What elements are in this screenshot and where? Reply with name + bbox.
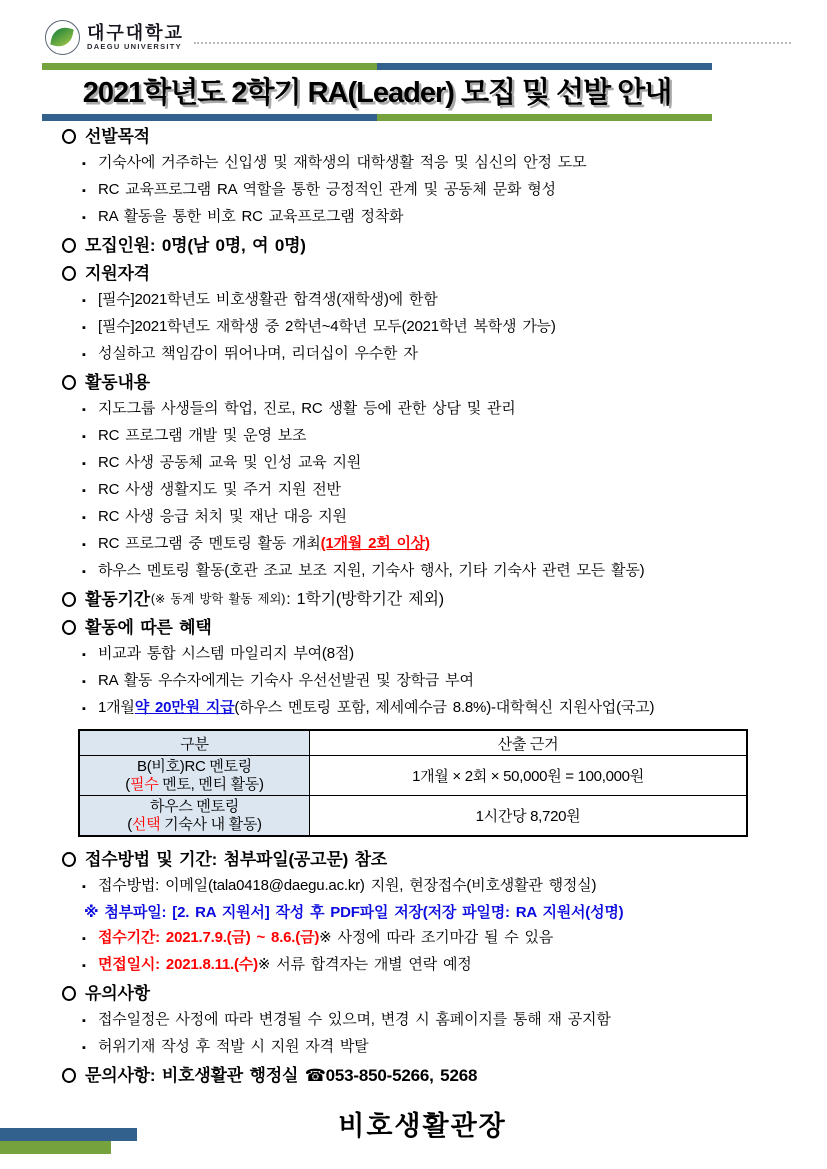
- page-title: 2021학년도 2학기 RA(Leader) 모집 및 선발 안내: [82, 77, 672, 109]
- item-text: RA 활동 우수자에게는 기숙사 우선선발권 및 장학금 부여: [98, 672, 474, 689]
- table-row: [79, 756, 747, 796]
- heading-text: 선발목적: [85, 127, 150, 146]
- square-bullet-icon: ▪: [82, 349, 86, 361]
- list-item-apply-period: [60, 925, 785, 952]
- heading-text: 활동기간: [85, 590, 150, 609]
- item-text: RC 사생 공동체 교육 및 인성 교육 지원: [98, 454, 362, 471]
- table-row: [79, 796, 747, 837]
- item-text: 허위기재 작성 후 적발 시 지원 자격 박탈: [98, 1038, 369, 1055]
- section-heading-purpose: [60, 123, 785, 150]
- heading-text: 문의사항: 비호생활관 행정실 ☎053-850-5266, 5268: [85, 1066, 478, 1085]
- list-item: [60, 314, 785, 341]
- item-text: 지도그룹 사생들의 학업, 진로, RC 생활 등에 관한 상담 및 관리: [98, 400, 516, 417]
- university-name-block: [87, 24, 184, 51]
- section-heading-contact: [60, 1062, 785, 1089]
- heading-text: 지원자격: [85, 264, 150, 283]
- square-bullet-icon: ▪: [82, 458, 86, 470]
- square-bullet-icon: ▪: [82, 404, 86, 416]
- basis-cell: 1개월 × 2회 × 50,000원 = 100,000원: [310, 756, 748, 796]
- header-dotted-divider: [194, 42, 791, 44]
- circle-bullet-icon: [62, 129, 76, 144]
- item-text: ※ 서류 합격자는 개별 연락 예정: [257, 956, 472, 973]
- payment-basis-table: [78, 729, 748, 837]
- apply-period-dates: 접수기간: 2021.7.9.(금) ~ 8.6.(금): [98, 929, 320, 946]
- header-bar-bottom-blue: [42, 114, 377, 121]
- section-heading-notes: [60, 980, 785, 1007]
- item-text: RC 사생 응급 처치 및 재난 대응 지원: [98, 508, 347, 525]
- list-item: [60, 873, 785, 900]
- required-tag: 필수: [130, 775, 159, 793]
- section-heading-activities: [60, 369, 785, 396]
- section-heading-apply: [60, 846, 785, 873]
- item-text: ※ 사정에 따라 조기마감 될 수 있음: [319, 929, 554, 946]
- square-bullet-icon: ▪: [82, 322, 86, 334]
- header-bar-top-green: [42, 63, 377, 70]
- square-bullet-icon: ▪: [82, 676, 86, 688]
- circle-bullet-icon: [62, 620, 76, 635]
- category-cell: [79, 796, 310, 837]
- square-bullet-icon: ▪: [82, 881, 86, 893]
- square-bullet-icon: ▪: [82, 212, 86, 224]
- header-bar-top-blue: [377, 63, 712, 70]
- item-text: (하우스 멘토링 포함, 제세예수금 8.8%)-대학혁신 지원사업(국고): [234, 699, 655, 716]
- item-text: 성실하고 책임감이 뛰어나며, 리더십이 우수한 자: [98, 345, 418, 362]
- item-text: 기숙사에 거주하는 신입생 및 재학생의 대학생활 적응 및 심신의 안정 도모: [98, 154, 587, 171]
- header-bar-top: [42, 63, 712, 70]
- section-heading-period: [60, 586, 785, 613]
- square-bullet-icon: ▪: [82, 295, 86, 307]
- heading-text: 모집인원: 0명(남 0명, 여 0명): [85, 236, 306, 255]
- square-bullet-icon: ▪: [82, 1015, 86, 1027]
- item-text: 접수방법: 이메일(tala0418@daegu.ac.kr) 지원, 현장접수(비호생활관 행정실): [98, 877, 597, 894]
- header-bar-bottom-green: [377, 114, 712, 121]
- period-note-small: (※ 동계 방학 활동 제외): [150, 592, 286, 606]
- square-bullet-icon: ▪: [82, 539, 86, 551]
- square-bullet-icon: ▪: [82, 431, 86, 443]
- square-bullet-icon: ▪: [82, 933, 86, 945]
- circle-bullet-icon: [62, 986, 76, 1001]
- list-item: [60, 1007, 785, 1034]
- list-item-mentoring: [60, 531, 785, 558]
- payment-amount-highlight: 약 20만원 지급: [134, 699, 235, 716]
- heading-text: 활동내용: [85, 373, 150, 392]
- square-bullet-icon: ▪: [82, 185, 86, 197]
- section-heading-benefits: [60, 614, 785, 641]
- list-item: [60, 150, 785, 177]
- section-heading-eligibility: [60, 260, 785, 287]
- signature-title: 비호생활관장: [338, 1111, 507, 1141]
- list-item: [60, 1034, 785, 1061]
- heading-text: 유의사항: [85, 984, 150, 1003]
- circle-bullet-icon: [62, 238, 76, 253]
- item-text: RC 프로그램 중 멘토링 활동 개최: [98, 535, 321, 552]
- square-bullet-icon: ▪: [82, 158, 86, 170]
- item-text: 접수일정은 사정에 따라 변경될 수 있으며, 변경 시 홈페이지를 통해 재 공지함: [98, 1011, 611, 1028]
- circle-bullet-icon: [62, 375, 76, 390]
- list-item-attachment-note: [60, 900, 785, 925]
- text-segment: 기숙사 내 활동): [160, 815, 262, 833]
- item-text: 하우스 멘토링 활동(호관 조교 보조 지원, 기숙사 행사, 기타 기숙사 관련 모든 활동): [98, 562, 645, 579]
- emblem-leaf-shape: [50, 25, 74, 49]
- list-item-interview: [60, 952, 785, 979]
- basis-cell: 1시간당 8,720원: [310, 796, 748, 837]
- period-value: : 1학기(방학기간 제외): [286, 591, 444, 608]
- heading-text: 활동에 따른 혜택: [85, 618, 212, 637]
- circle-bullet-icon: [62, 852, 76, 867]
- mentoring-frequency-highlight: (1개월 2회 이상): [320, 535, 430, 552]
- square-bullet-icon: ▪: [82, 649, 86, 661]
- item-text: RC 프로그램 개발 및 운영 보조: [98, 427, 307, 444]
- table-header-basis: 산출 근거: [310, 730, 748, 756]
- university-name-en: DAEGU UNIVERSITY: [87, 42, 182, 51]
- list-item: [60, 504, 785, 531]
- university-emblem-icon: [45, 20, 80, 55]
- category-detail: [82, 776, 307, 794]
- circle-bullet-icon: [62, 592, 76, 607]
- circle-bullet-icon: [62, 266, 76, 281]
- square-bullet-icon: ▪: [82, 566, 86, 578]
- item-text: RA 활동을 통한 비호 RC 교육프로그램 정착화: [98, 208, 404, 225]
- list-item: [60, 341, 785, 368]
- list-item: [60, 287, 785, 314]
- category-cell: [79, 756, 310, 796]
- table-header-category: 구분: [79, 730, 310, 756]
- item-text: [필수]2021학년도 재학생 중 2학년~4학년 모두(2021학년 복학생 가능): [98, 318, 556, 335]
- item-text: 비교과 통합 시스템 마일리지 부여(8점): [98, 645, 354, 662]
- list-item: [60, 204, 785, 231]
- list-item: [60, 668, 785, 695]
- university-logo: [45, 20, 791, 55]
- item-text: RC 교육프로그램 RA 역할을 통한 긍정적인 관계 및 공동체 문화 형성: [98, 181, 556, 198]
- section-heading-quota: [60, 232, 785, 259]
- list-item: [60, 423, 785, 450]
- attachment-note-text: ※ 첨부파일: [2. RA 지원서] 작성 후 PDF파일 저장(저장 파일명: RA 지원서(성명): [84, 904, 624, 921]
- table-header-row: [79, 730, 747, 756]
- heading-text: 접수방법 및 기간: 첨부파일(공고문) 참조: [85, 850, 388, 869]
- footer-bar-blue: [0, 1128, 137, 1141]
- document-body: [60, 122, 785, 1143]
- optional-tag: 선택: [131, 815, 161, 833]
- list-item: [60, 558, 785, 585]
- list-item-payment: [60, 695, 785, 722]
- square-bullet-icon: ▪: [82, 485, 86, 497]
- square-bullet-icon: ▪: [82, 703, 86, 715]
- interview-date: 면접일시: 2021.8.11.(수): [98, 956, 258, 973]
- square-bullet-icon: ▪: [82, 512, 86, 524]
- header-bar-bottom: [42, 114, 712, 121]
- list-item: [60, 450, 785, 477]
- list-item: [60, 477, 785, 504]
- text-segment: (: [125, 775, 130, 793]
- category-detail: [82, 816, 307, 834]
- list-item: [60, 641, 785, 668]
- square-bullet-icon: ▪: [82, 1042, 86, 1054]
- item-text: RC 사생 생활지도 및 주거 지원 전반: [98, 481, 341, 498]
- university-name: 대구대학교: [87, 23, 184, 44]
- category-name: 하우스 멘토링: [149, 797, 239, 815]
- category-name: B(비호)RC 멘토링: [137, 757, 252, 775]
- text-segment: 멘토, 멘티 활동): [158, 775, 264, 793]
- text-segment: (: [127, 815, 132, 833]
- list-item: [60, 396, 785, 423]
- item-text: 1개월: [98, 699, 135, 716]
- square-bullet-icon: ▪: [82, 960, 86, 972]
- circle-bullet-icon: [62, 1068, 76, 1083]
- footer-bar-green: [0, 1141, 111, 1154]
- list-item: [60, 177, 785, 204]
- item-text: [필수]2021학년도 비호생활관 합격생(재학생)에 한함: [98, 291, 438, 308]
